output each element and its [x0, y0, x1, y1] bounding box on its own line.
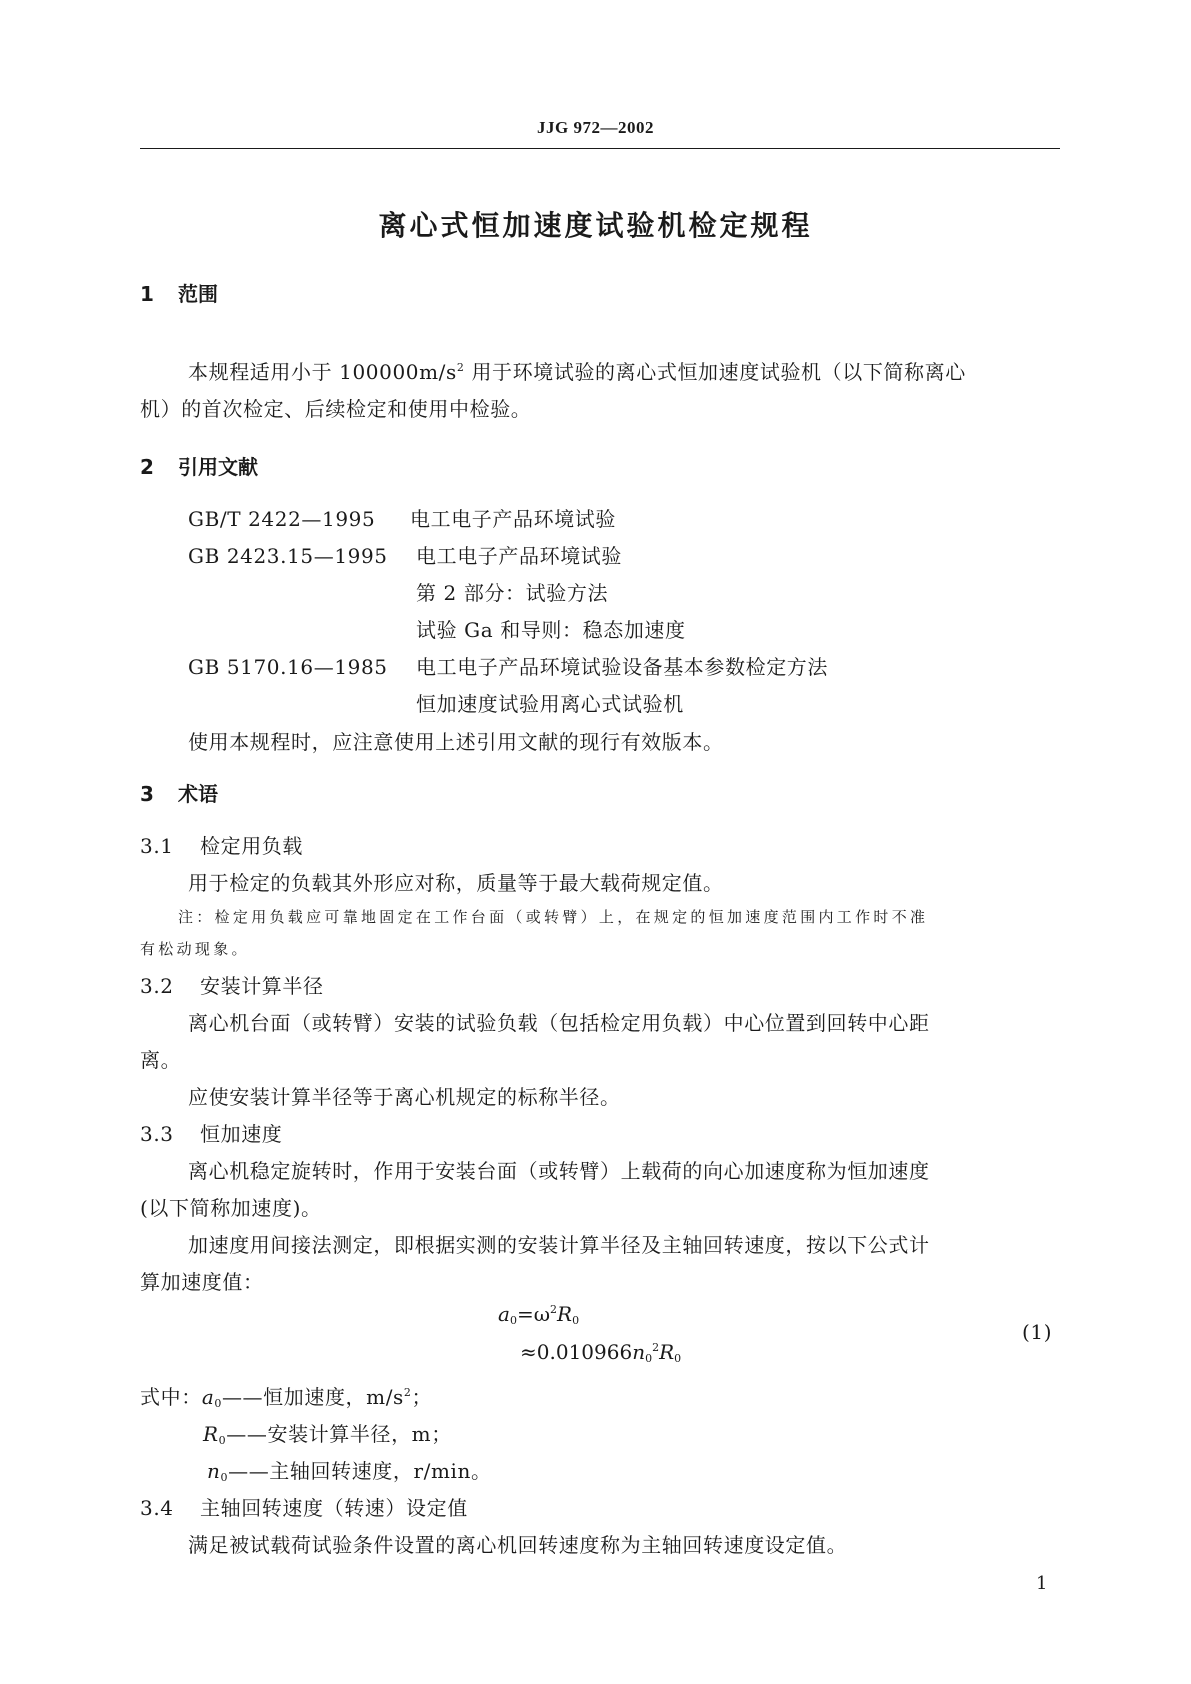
section-title: 范围 — [178, 282, 218, 306]
equation-number: (1) — [1022, 1320, 1053, 1344]
symbol-n: n — [207, 1459, 221, 1483]
term-name: 安装计算半径 — [200, 974, 324, 998]
term-number: 3.4 — [140, 1496, 174, 1520]
term-3-3-paragraph-line1: 离心机稳定旋转时，作用于安装台面（或转臂）上载荷的向心加速度称为恒加速度 — [188, 1159, 930, 1183]
section-number: 3 — [140, 782, 154, 806]
term-3-3-heading — [140, 1118, 282, 1147]
reference-standard: GB 2423.15—1995 — [188, 544, 388, 568]
scope-text-b: 用于环境试验的离心式恒加速度试验机（以下简称离心 — [464, 360, 966, 384]
term-name: 主轴回转速度（转速）设定值 — [200, 1496, 468, 1520]
reference-item — [188, 651, 828, 680]
note-line2: 有松动现象。 — [140, 940, 250, 958]
symbol-a: a — [498, 1302, 510, 1326]
reference-title: 电工电子产品环境试验设备基本参数检定方法 — [416, 655, 828, 679]
note-line1: 注：检定用负载应可靠地固定在工作台面（或转臂）上，在规定的恒加速度范围内工作时不准 — [178, 908, 929, 926]
section-title: 术语 — [178, 782, 218, 806]
formula-line1 — [498, 1302, 579, 1327]
section-number: 2 — [140, 455, 154, 479]
reference-title: 电工电子产品环境试验 — [410, 507, 616, 531]
where-end: ； — [411, 1385, 433, 1409]
symbol-R: R — [203, 1422, 219, 1446]
scope-paragraph-line2: 机）的首次检定、后续检定和使用中检验。 — [140, 397, 532, 421]
formula-line2 — [520, 1340, 681, 1365]
subscript: 0 — [509, 1314, 517, 1327]
references-closing: 使用本规程时，应注意使用上述引用文献的现行有效版本。 — [188, 730, 724, 754]
section-1-heading — [140, 278, 218, 307]
where-description: ——主轴回转速度，r/min。 — [228, 1459, 492, 1483]
term-3-2-heading — [140, 970, 324, 999]
page-number: 1 — [1036, 1573, 1049, 1594]
section-number: 1 — [140, 282, 154, 306]
subscript: 0 — [674, 1352, 682, 1365]
subscript: 0 — [218, 1434, 227, 1447]
superscript: 2 — [456, 361, 465, 374]
superscript: 2 — [550, 1303, 558, 1316]
term-3-4-definition: 满足被试载荷试验条件设置的离心机回转速度称为主轴回转速度设定值。 — [188, 1533, 848, 1557]
term-number: 3.2 — [140, 974, 174, 998]
where-line-2 — [203, 1418, 452, 1447]
term-number: 3.1 — [140, 834, 174, 858]
superscript: 2 — [652, 1341, 660, 1354]
reference-standard: GB 5170.16—1985 — [188, 655, 388, 679]
document-title: 离心式恒加速度试验机检定规程 — [378, 209, 813, 242]
reference-item — [188, 503, 616, 532]
term-name: 检定用负载 — [200, 834, 303, 858]
header-rule — [140, 148, 1060, 149]
term-3-4-heading — [140, 1492, 468, 1521]
section-2-heading — [140, 451, 258, 480]
where-line-3 — [207, 1455, 492, 1484]
scope-text-a: 本规程适用小于 100000m/s — [188, 360, 457, 384]
superscript: 2 — [403, 1386, 412, 1399]
term-3-1-heading — [140, 830, 303, 859]
term-3-3-paragraph-2-line2: 算加速度值： — [140, 1270, 264, 1294]
subscript: 0 — [220, 1471, 229, 1484]
reference-title-continued: 恒加速度试验用离心式试验机 — [416, 692, 684, 716]
reference-title: 电工电子产品环境试验 — [416, 544, 622, 568]
scope-paragraph-line1 — [188, 356, 966, 385]
reference-item — [188, 540, 622, 569]
subscript: 0 — [645, 1352, 653, 1365]
formula-approx-constant: ≈0.010966 — [520, 1340, 633, 1364]
reference-standard: GB/T 2422—1995 — [188, 507, 376, 531]
term-3-1-definition: 用于检定的负载其外形应对称，质量等于最大载荷规定值。 — [188, 871, 724, 895]
symbol-n: n — [632, 1340, 646, 1364]
running-header: JJG 972—2002 — [537, 118, 654, 137]
term-3-2-paragraph-2: 应使安装计算半径等于离心机规定的标称半径。 — [188, 1085, 621, 1109]
where-label: 式中： — [140, 1385, 202, 1409]
term-number: 3.3 — [140, 1122, 174, 1146]
reference-title-continued: 试验 Ga 和导则：稳态加速度 — [416, 618, 686, 642]
term-3-2-paragraph-line1: 离心机台面（或转臂）安装的试验负载（包括检定用负载）中心位置到回转中心距 — [188, 1011, 930, 1035]
term-3-3-paragraph-2-line1: 加速度用间接法测定，即根据实测的安装计算半径及主轴回转速度，按以下公式计 — [188, 1233, 930, 1257]
term-3-3-paragraph-line2: (以下简称加速度)。 — [140, 1196, 322, 1220]
formula-equals-omega: =ω — [516, 1302, 551, 1326]
section-title: 引用文献 — [178, 455, 258, 479]
where-line-1 — [140, 1381, 432, 1410]
term-name: 恒加速度 — [200, 1122, 283, 1146]
subscript: 0 — [214, 1397, 222, 1410]
symbol-R: R — [557, 1302, 573, 1326]
reference-title-continued: 第 2 部分：试验方法 — [416, 581, 609, 605]
where-description: ——安装计算半径，m； — [226, 1422, 452, 1446]
subscript: 0 — [572, 1314, 580, 1327]
symbol-R: R — [659, 1340, 675, 1364]
term-3-2-paragraph-line2: 离。 — [140, 1048, 182, 1072]
section-3-heading — [140, 778, 218, 807]
where-description: ——恒加速度，m/s — [221, 1385, 404, 1409]
symbol-a: a — [201, 1385, 215, 1409]
